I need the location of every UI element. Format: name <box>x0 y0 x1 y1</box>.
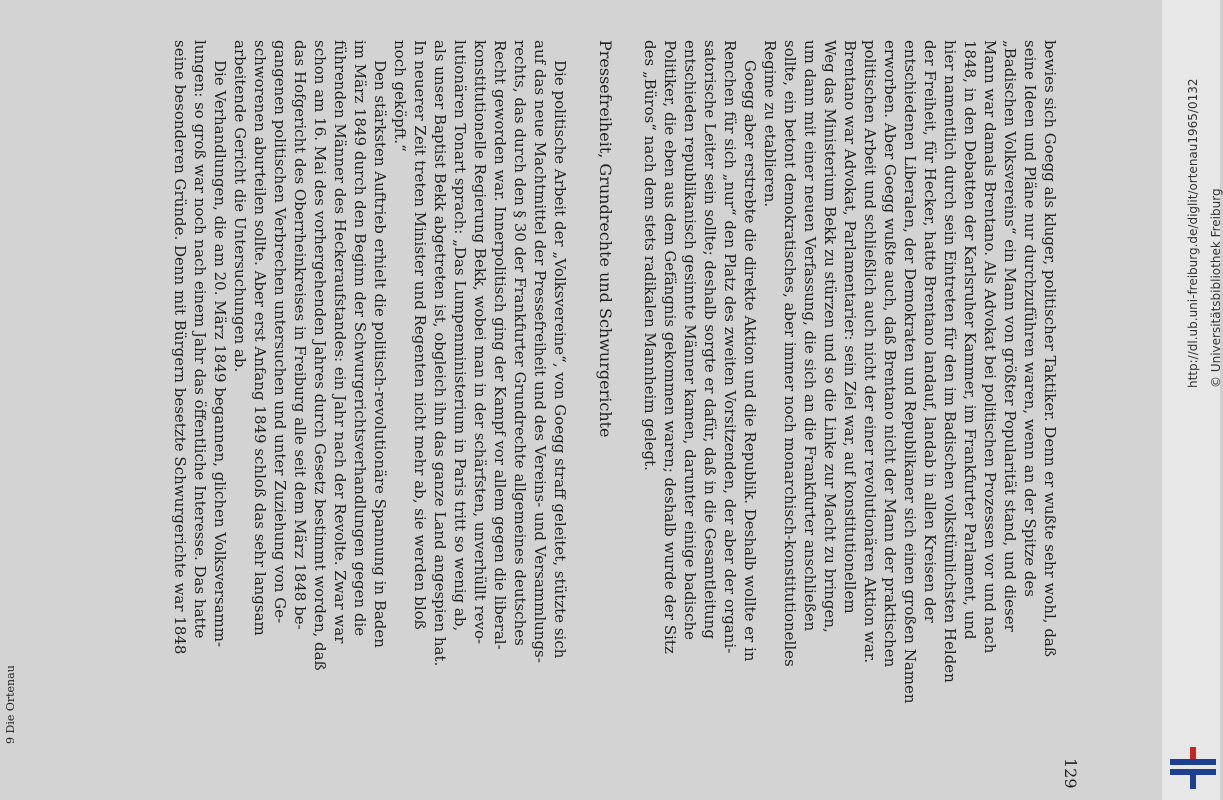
text-line: Recht geworden war. Innerpolitisch ging der Kampf vor allem gegen die liberal- <box>491 40 509 650</box>
text-line: 1848, in den Debatten der Karlsruher Kammer, im Frankfurter Parlament, und <box>961 40 979 640</box>
text-line: das Hofgericht des Oberrheinkreises in Freiburg alle seit dem März 1848 be- <box>291 40 309 630</box>
text-line: sollte, ein betont demokratisches, aber immer noch monarchisch-konstitutionelles <box>781 40 799 667</box>
text-line: Die Verhandlungen, die am 20. März 1849 begannen, glichen Volksversamm- <box>211 60 229 648</box>
text-line: entschiedenen Liberalen, der Demokraten und Republikaner sich einen großen Namen <box>901 40 919 704</box>
text-line: Goegg aber erstrebte die direkte Aktion und die Republik. Deshalb wollte er in <box>741 60 759 662</box>
permalink-url[interactable]: http://dl.ub.uni-freiburg.de/diglit/ortenau1965/0132 <box>1186 78 1200 388</box>
text-line: seine besonderen Gründe. Denn mit Bürgern besetzte Schwurgerichte war 1848 <box>171 40 189 655</box>
text-line: satorische Leiter sein sollte; deshalb sorgte er dafür, daß in die Gesamtleitung <box>701 40 719 639</box>
text-line: seine Ideen und Pläne nur durchzuführen waren, wenn an der Spitze des <box>1021 40 1039 597</box>
text-line: auf das neue Machtmittel der Pressefreiheit und des Vereins- und Versammlungs- <box>531 40 549 663</box>
logo-red-top <box>1190 747 1196 759</box>
text-line: erworben. Aber Goegg wußte auch, daß Brentano nicht der Mann der praktischen <box>881 40 899 668</box>
text-line: Weg das Ministerium Bekk zu stürzen und so die Linke zur Macht zu bringen, <box>821 40 839 633</box>
text-line: des „Büros“ nach dem stets radikalen Mannheim gelegt. <box>641 40 659 471</box>
ub-freiburg-logo-icon <box>1170 745 1216 791</box>
logo-bar-bottom <box>1170 769 1216 775</box>
signature-text: Die Ortenau <box>4 665 17 734</box>
text-line: führenden Männer des Heckeraufstandes: ein Jahr nach der Revolte. Zwar war <box>331 40 349 644</box>
text-line: Politiker, die eben aus dem Gefängnis gekommen waren; deshalb wurde der Sitz <box>661 40 679 654</box>
text-line: arbeitende Gericht die Untersuchungen ab. <box>231 40 249 373</box>
rotated-page-content <box>60 0 1080 800</box>
text-line: noch geköpft.“ <box>391 40 409 152</box>
body-text <box>60 0 1080 800</box>
text-line: entschieden republikanisch gesinnte Männer kamen, darunter einige badische <box>681 40 699 641</box>
text-line: im März 1849 durch den Beginn der Schwurgerichtsverhandlungen gegen die <box>351 40 369 637</box>
text-line: hier namentlich durch sein Eintreten für den im Badischen volkstümlichsten Helden <box>941 40 959 683</box>
text-line: Brentano war Advokat, Parlamentarier: sein Ziel war, auf konstitutionellem <box>841 40 859 614</box>
text-line: lungen: so groß war noch nach einem Jahr das öffentliche Interesse. Das hatte <box>191 40 209 639</box>
text-line: schworenen aburteilen sollte. Aber erst Anfang 1849 schloß das sehr langsam <box>251 40 269 636</box>
text-line: gangenen politischen Verbrechen untersuchen und unter Zuziehung von Ge- <box>271 40 289 624</box>
text-line: konstitutionelle Regierung Bekk, wobei man in der schärfsten, unverhüllt revo- <box>471 40 489 645</box>
text-line: Mann war damals Brentano. Als Advokat bei politischen Prozessen vor und nach <box>981 40 999 654</box>
text-line: Die politische Arbeit der „Volksvereine“, von Goegg straff geleitet, stützte sich <box>551 60 569 659</box>
text-line: der Freiheit, für Hecker, hatte Brentano landauf, landab in allen Kreisen der <box>921 40 939 623</box>
text-line: um dann mit einer neuen Verfassung, die sich an die Frankfurter anschließen <box>801 40 819 632</box>
text-line: lutionären Tonart sprach: „Das Lumpenministerium in Paris tritt so wenig ab, <box>451 40 469 632</box>
text-line: Renchen für sich „nur“ den Platz des zweiten Vorsitzenden, der aber der organi- <box>721 40 739 654</box>
text-line: In neuerer Zeit treten Minister und Regenten nicht mehr ab, sie werden bloß <box>411 40 429 630</box>
text-line: rechts, das durch den § 30 der Frankfurter Grundrechte allgemeines deutsches <box>511 40 529 646</box>
text-line: Den stärksten Auftrieb erhielt die politisch-revolutionäre Spannung in Baden <box>371 60 389 648</box>
section-heading: Pressefreiheit, Grundrechte und Schwurgerichte <box>596 40 615 438</box>
text-line: als unser Baptist Bekk abgetreten ist, obgleich ihn das ganze Land angespien hat. <box>431 40 449 667</box>
text-line: politischen Arbeit und schließlich auch nicht der einer revolutionären Aktion war. <box>861 40 879 664</box>
signature-number: 9 <box>4 737 17 744</box>
page-number: 129 <box>1061 758 1080 789</box>
signature-label <box>4 665 17 744</box>
text-line: schon am 16. Mai des vorhergehenden Jahres durch Gesetz bestimmt worden, daß <box>311 40 329 671</box>
text-line: Regime zu etablieren. <box>761 40 779 208</box>
text-line: bewies sich Goegg als kluger, politischer Taktiker. Denn er wußte sehr wohl, daß <box>1041 40 1059 657</box>
copyright-notice: © Universitätsbibliothek Freiburg <box>1209 188 1223 388</box>
text-line: „Badischen Volksvereins“ ein Mann von größter Popularität stand, und dieser <box>1001 40 1019 632</box>
logo-bar-top <box>1170 759 1216 765</box>
logo-stem <box>1190 775 1196 789</box>
